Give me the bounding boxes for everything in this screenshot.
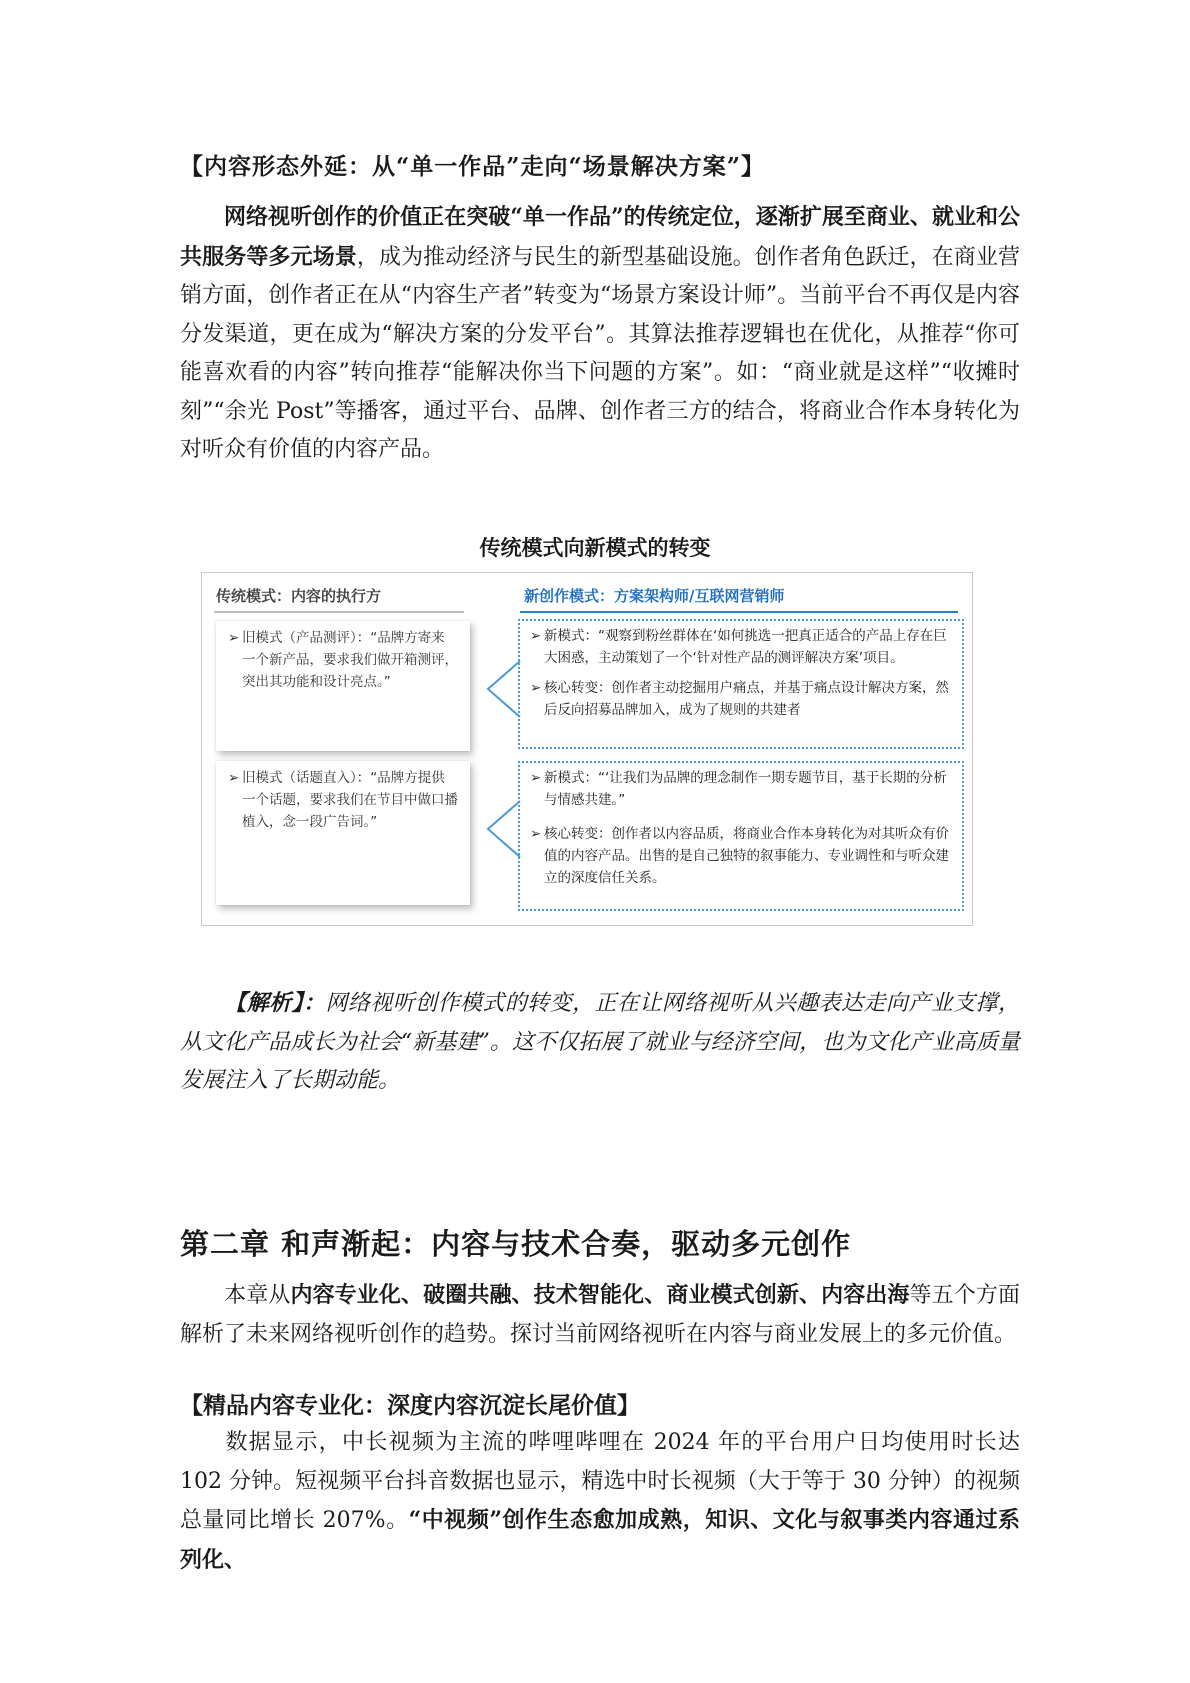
- analysis-label: 【解析】：: [224, 990, 326, 1016]
- old-mode-card-product-review: [216, 621, 470, 751]
- intro-text: 本章从: [224, 1283, 291, 1308]
- bullet-arrow-icon: ➢: [530, 680, 542, 696]
- bullet-arrow-icon: ➢: [228, 630, 240, 646]
- paragraph-body: ，成为推动经济与民生的新型基础设施。创作者角色跃迁，在商业营销方面，创作者正在从“内容生产者”转变为“场景方案设计师”。当前平台不再仅是内容分发渠道，更在成为“解决方案的分发平台”。其算法推荐逻辑也在优化，从推荐“你可能喜欢看的内容”转向推荐“能解决你当下问题的方案”。如：“商业就是这样”“收摊时刻”“余光 Post”等播客，通过平台、品牌、创作者三方的结合，将商业合作本身转化为对听众有价值的内容产品。: [180, 244, 1020, 462]
- mode-transition-diagram: [201, 572, 973, 926]
- divider: [214, 611, 464, 613]
- diagram-title: 传统模式向新模式的转变: [479, 535, 711, 560]
- analysis-paragraph: [180, 984, 1020, 1101]
- traditional-mode-title: 传统模式：内容的执行方: [216, 587, 382, 605]
- analysis-text: 网络视听创作模式的转变，正在让网络视听从兴趣表达走向产业支撑，从文化产品成长为社会“新基建”。这不仅拓展了就业与经济空间，也为文化产业高质量发展注入了长期动能。: [180, 991, 1020, 1093]
- intro-bold: 内容专业化、破圈共融、技术智能化、商业模式创新、内容出海: [290, 1282, 910, 1308]
- core-change-text: 核心转变：创作者主动挖掘用户痛点，并基于痛点设计解决方案，然后反向招募品牌加入，成为了规则的共建者: [544, 680, 949, 718]
- old-mode-card-topic-placement: [216, 761, 470, 905]
- paragraph-bold-lead: 网络视听创作的价值正在突破“单一作品”的传统定位，逐渐扩展至商业、就业和公共服务等多元场景: [180, 204, 1020, 270]
- paragraph-bold: “中视频”创作生态愈加成熟，知识、文化与叙事类内容通过系列化、: [180, 1507, 1021, 1573]
- new-mode-text: 新模式：“‘让我们为品牌的理念制作一期专题节目，基于长期的分析与情感共建。”: [544, 770, 947, 808]
- new-mode-card-content-quality: [518, 761, 964, 911]
- section-paragraph: [180, 198, 1020, 470]
- bullet-arrow-icon: ➢: [530, 826, 542, 842]
- old-mode-text: 旧模式（话题直入）：“品牌方提供一个话题，要求我们在节目中做口播植入，念一段广告词。”: [242, 770, 458, 830]
- section-heading: 【内容形态外延：从“单一作品”走向“场景解决方案”】: [180, 153, 765, 180]
- new-mode-text: 新模式：“观察到粉丝群体在‘如何挑选一把真正适合的产品上存在巨大困惑，主动策划了一个‘针对性产品的测评解决方案’项目。: [544, 628, 947, 666]
- chapter-intro: [180, 1276, 1020, 1354]
- new-mode-card-solution: [518, 619, 964, 749]
- subsection-paragraph: [180, 1424, 1020, 1580]
- intro-text: 等五个方面解析了未来网络视听创作的趋势。探讨当前网络视听在内容与商业发展上的多元价值。: [180, 1283, 1020, 1347]
- old-mode-text: 旧模式（产品测评）：“品牌方寄来一个新产品，要求我们做开箱测评，突出其功能和设计亮点。”: [242, 630, 458, 690]
- paragraph-body: 数据显示，中长视频为主流的哔哩哔哩在 2024 年的平台用户日均使用时长达 102 分钟。短视频平台抖音数据也显示，精选中时长视频（大于等于 30 分钟）的视频总量同比增长 207%。: [180, 1430, 1020, 1533]
- new-mode-title: 新创作模式：方案架构师/互联网营销师: [524, 587, 785, 605]
- bullet-arrow-icon: ➢: [530, 770, 542, 786]
- divider: [520, 611, 958, 613]
- chapter-title: 第二章 和声渐起：内容与技术合奏，驱动多元创作: [180, 1227, 852, 1261]
- bullet-arrow-icon: ➢: [228, 770, 240, 786]
- subsection-heading: 【精品内容专业化：深度内容沉淀长尾价值】: [180, 1392, 640, 1419]
- core-change-text: 核心转变：创作者以内容品质，将商业合作本身转化为对其听众有价值的内容产品。出售的是自己独特的叙事能力、专业调性和与听众建立的深度信任关系。: [544, 826, 949, 886]
- bullet-arrow-icon: ➢: [530, 628, 542, 644]
